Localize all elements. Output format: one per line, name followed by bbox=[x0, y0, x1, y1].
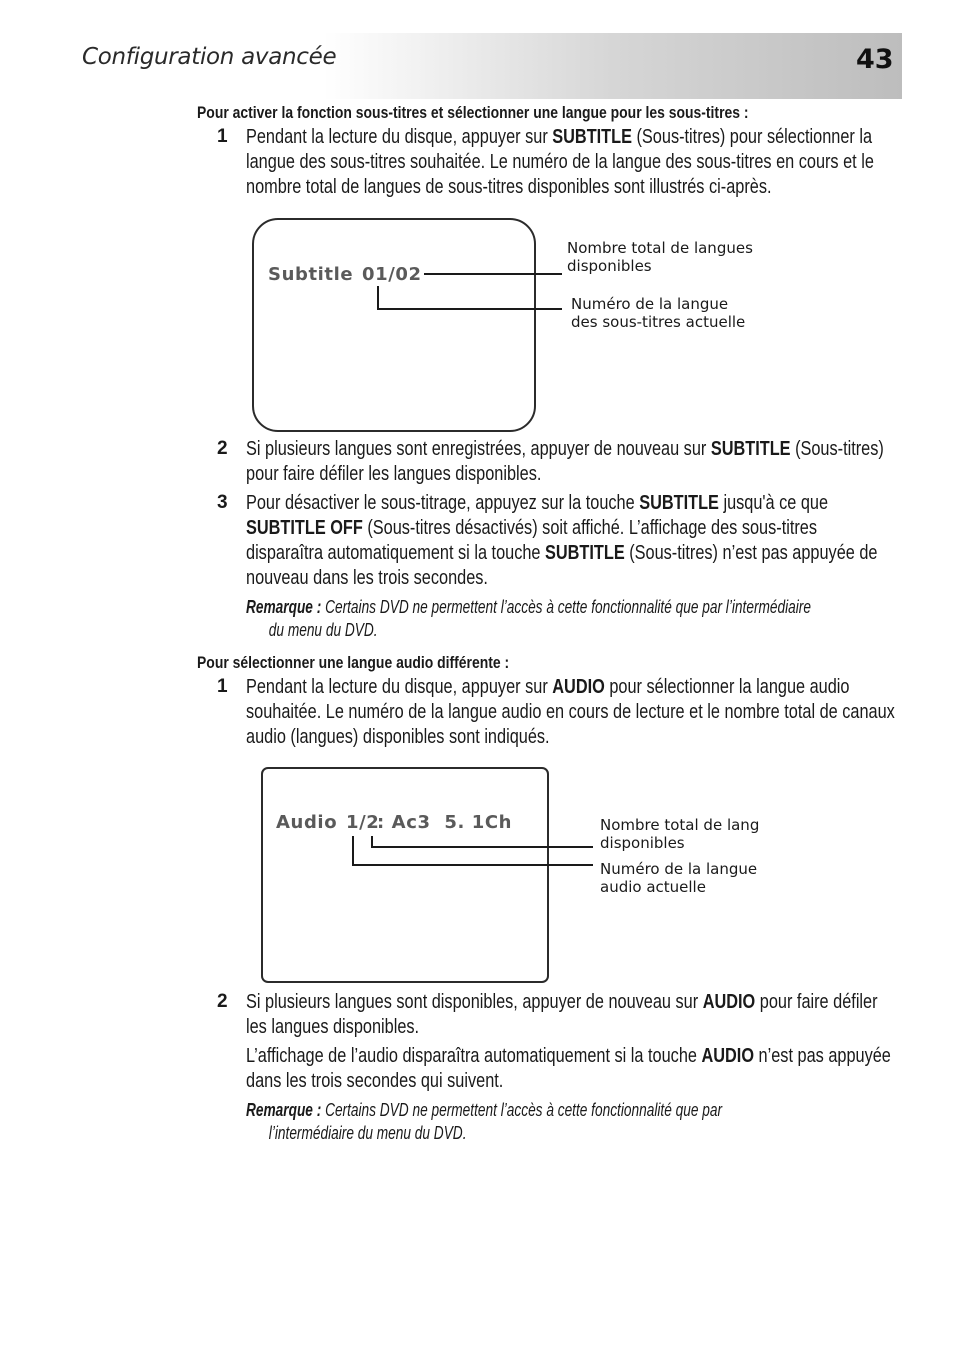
callout-line-current bbox=[352, 864, 593, 866]
audio-osd-label: Audio bbox=[276, 812, 338, 833]
step-number: 2 bbox=[217, 991, 228, 1012]
callout-line-current-vertical bbox=[352, 836, 354, 866]
step-number: 2 bbox=[217, 438, 228, 459]
subtitle-step-2-text: Si plusieurs langues sont enregistrées, appuyer de nouveau sur SUBTITLE (Sous-titres) pour faire défiler les langues disponibles. bbox=[246, 438, 884, 485]
subtitle-osd-value: 01/02 bbox=[362, 264, 422, 285]
audio-osd-value: 1/2 bbox=[346, 812, 380, 833]
callout-total-languages: Nombre total de langues disponibles bbox=[567, 239, 753, 275]
subtitle-note: Remarque : Certains DVD ne permettent l’accès à cette fonctionnalité que par l’intermédiaire du menu du DVD. bbox=[246, 597, 811, 640]
audio-key: AUDIO bbox=[552, 676, 605, 698]
subtitle-osd-label: Subtitle bbox=[268, 264, 354, 285]
subtitle-osd-screen bbox=[252, 218, 536, 432]
audio-osd-codec: : Ac3 5. 1Ch bbox=[377, 812, 513, 833]
callout-total-languages: Nombre total de lang disponibles bbox=[600, 816, 760, 852]
subtitle-key: SUBTITLE bbox=[545, 542, 625, 564]
section-title: Configuration avancée bbox=[82, 44, 337, 70]
step-number: 1 bbox=[217, 676, 228, 697]
audio-note: Remarque : Certains DVD ne permettent l’accès à cette fonctionnalité que par l’intermédiaire du menu du DVD. bbox=[246, 1100, 723, 1143]
audio-key: AUDIO bbox=[702, 991, 756, 1013]
subtitle-key: SUBTITLE bbox=[710, 438, 791, 460]
audio-step-2-text: Si plusieurs langues sont disponibles, appuyer de nouveau sur AUDIO pour faire défiler les langues disponibles. bbox=[246, 991, 878, 1038]
subtitle-key: SUBTITLE bbox=[552, 126, 632, 148]
subtitle-procedure-heading: Pour activer la fonction sous-titres et sélectionner une langue pour les sous-titres : bbox=[197, 103, 749, 122]
page-number: 43 bbox=[856, 44, 894, 75]
callout-line-current-vertical bbox=[377, 286, 379, 310]
step-number: 1 bbox=[217, 126, 228, 147]
subtitle-step-3-text: Pour désactiver le sous-titrage, appuyez sur la touche SUBTITLE jusqu'à ce que SUBTITLE OFF (Sous-titres désactivés) soit affiché. L’affichage des sous-titres disparaîtra automatiquement si la touche SUBTITLE (Sous-titres) n’est pas appuyée de nouveau dans les trois secondes. bbox=[246, 492, 878, 589]
subtitle-off-key: SUBTITLE OFF bbox=[246, 517, 363, 539]
callout-current-language: Numéro de la langue des sous-titres actuelle bbox=[571, 295, 746, 331]
step-number: 3 bbox=[217, 492, 228, 513]
audio-step-1-text: Pendant la lecture du disque, appuyer sur AUDIO pour sélectionner la langue audio souhaitée. Le numéro de la langue audio en cours de lecture et le nombre total de canaux audio (langues) disponibles sont indiqués. bbox=[246, 676, 895, 748]
subtitle-key: SUBTITLE bbox=[639, 492, 719, 514]
audio-key: AUDIO bbox=[701, 1045, 755, 1067]
audio-osd-screen bbox=[261, 767, 549, 983]
callout-line-current bbox=[377, 308, 562, 310]
callout-current-language: Numéro de la langue audio actuelle bbox=[600, 860, 758, 896]
callout-line-total bbox=[371, 846, 593, 848]
callout-line-total bbox=[424, 273, 562, 275]
subtitle-step-1-text: Pendant la lecture du disque, appuyer sur SUBTITLE (Sous-titres) pour sélectionner la langue des sous-titres souhaitée. Le numéro de la langue des sous-titres en cours et le nombre total de langues de sous-titres disponibles sont illustrés ci-après. bbox=[246, 126, 874, 198]
audio-step-2-extra-text: L’affichage de l’audio disparaîtra automatiquement si la touche AUDIO n’est pas appuyée dans les trois secondes qui suivent. bbox=[246, 1045, 891, 1092]
audio-procedure-heading: Pour sélectionner une langue audio différente : bbox=[197, 653, 510, 672]
